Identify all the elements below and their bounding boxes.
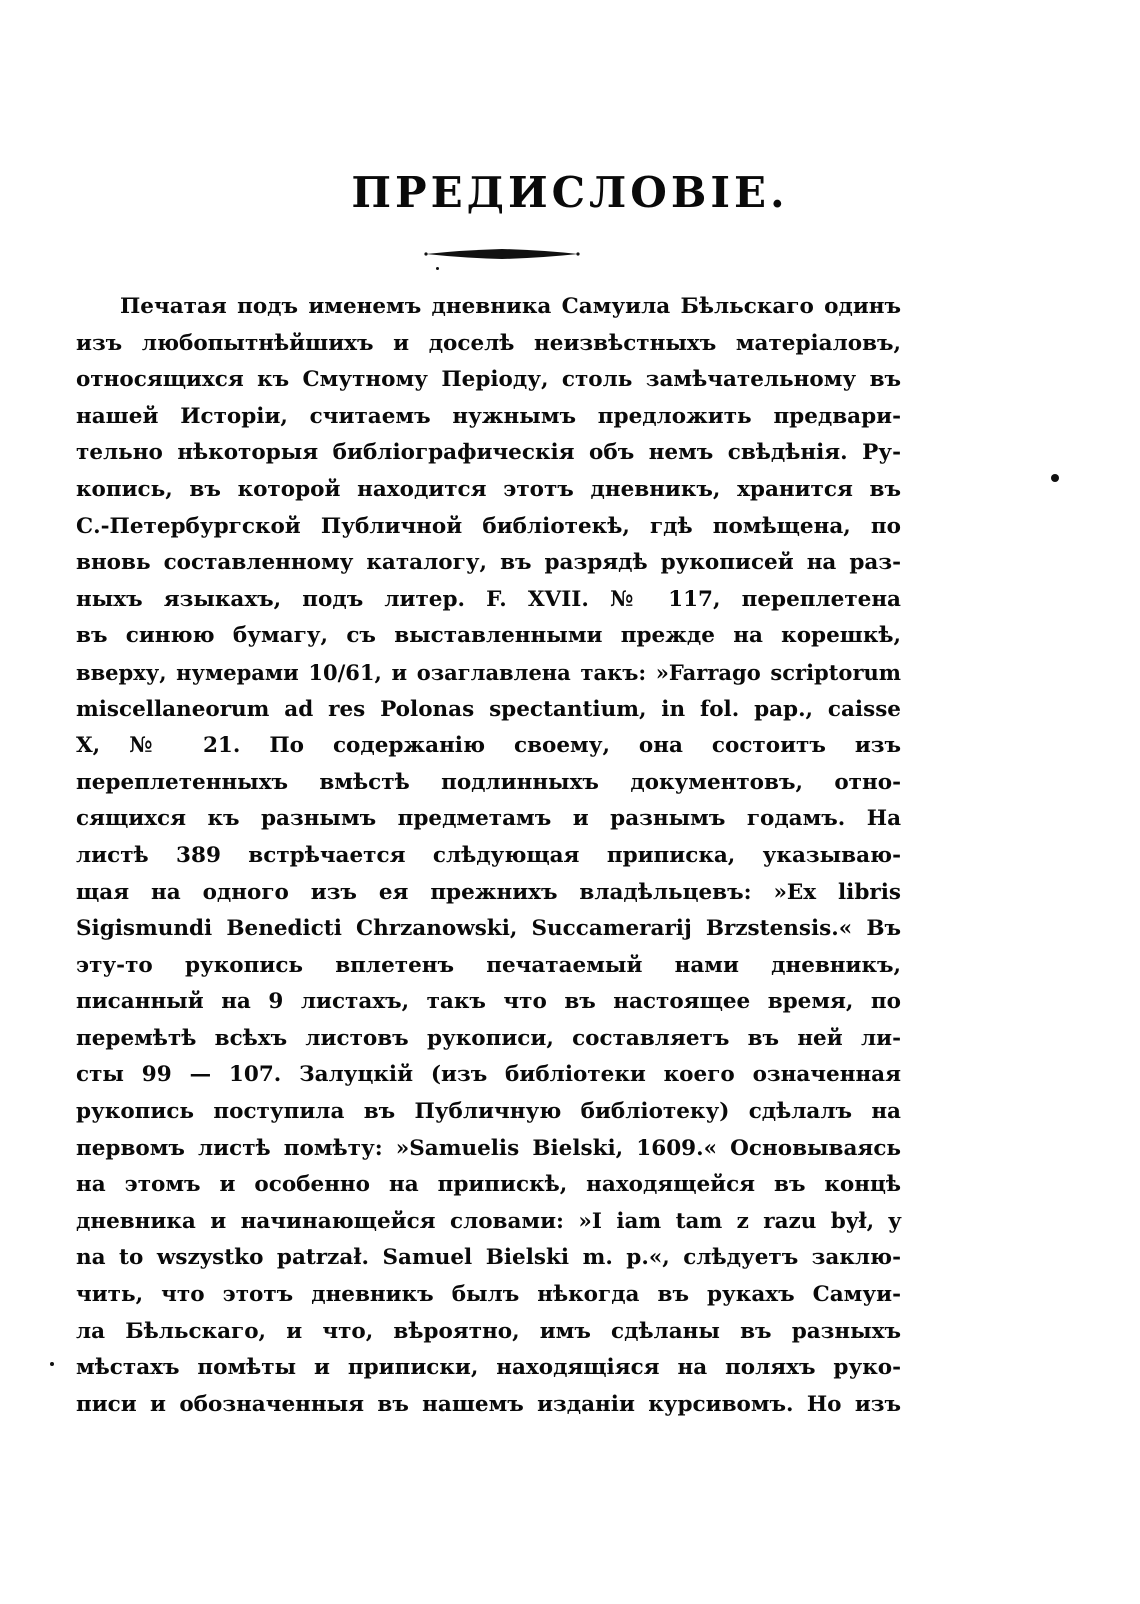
text-line: мѣстахъ помѣты и приписки, находящіяся на поляхъ руко- [76,1355,901,1381]
text-line: относящихся къ Смутному Періоду, столь замѣчательному въ [76,367,901,393]
text-line: вновь составленному каталогу, въ разрядѣ рукописей на раз- [76,550,901,576]
text-line: дневника и начинающейся словами: »I iam tam z razu był, y [76,1208,901,1234]
page-title: ПРЕДИСЛОВІЕ. [351,168,789,217]
text-line: Sigismundi Benedicti Chrzanowski, Succamerarij Brzstensis.« Въ [76,916,901,942]
text-line: тельно нѣкоторыя библіографическія объ немъ свѣдѣнія. Ру- [76,440,901,466]
text-line: переплетенныхъ вмѣстѣ подлинныхъ документовъ, отно- [76,769,901,795]
ink-speck [1051,474,1059,482]
text-line: на этомъ и особенно на припискѣ, находящейся въ концѣ [76,1172,901,1198]
text-line: С.-Петербургской Публичной библіотекѣ, гдѣ помѣщена, по [76,513,901,539]
text-line: чить, что этотъ дневникъ былъ нѣкогда въ рукахъ Самуи- [76,1282,901,1308]
text-line: щая на одного изъ ея прежнихъ владѣльцевъ: »Ex libris [76,879,901,905]
text-line: копись, въ которой находится этотъ дневникъ, хранится въ [76,476,901,502]
text-line: сящихся къ разнымъ предметамъ и разнымъ годамъ. На [76,806,901,832]
text-line: Печатая подъ именемъ дневника Самуила Бѣльскаго одинъ [120,294,901,319]
text-line: первомъ листѣ помѣту: »Samuelis Bielski, 1609.« Основываясь [76,1135,901,1161]
text-line: na to wszystko patrzał. Samuel Bielski m. p.«, слѣдуетъ заклю- [76,1245,901,1271]
text-line: miscellaneorum ad res Polonas spectantium, in fol. pap., caisse [76,696,901,722]
text-line: нашей Исторіи, считаемъ нужнымъ предложить предвари- [76,403,901,429]
ink-speck [50,1362,54,1366]
text-line: рукопись поступила въ Публичную библіотеку) сдѣлалъ на [76,1099,901,1125]
text-line: ла Бѣльскаго, и что, вѣроятно, имъ сдѣланы въ разныхъ [76,1318,901,1344]
text-line: вверху, нумерами 10/61, и озаглавлена такъ: »Farrago scriptorum [76,659,901,685]
text-line: сты 99 — 107. Залуцкій (изъ библіотеки коего означенная [76,1062,901,1088]
text-line: въ синюю бумагу, съ выставленными прежде на корешкѣ, [76,623,901,649]
preface-paragraph [76,289,901,1423]
ink-speck [436,267,439,270]
text-line: писи и обозначенныя въ нашемъ изданіи курсивомъ. Но изъ [76,1391,901,1417]
text-line: листѣ 389 встрѣчается слѣдующая приписка, указываю- [76,842,901,868]
text-line: X, № 21. По содержанію своему, она состоитъ изъ [76,733,901,759]
ornament-divider [424,246,580,262]
text-line: перемѣтѣ всѣхъ листовъ рукописи, составляетъ въ ней ли- [76,1025,901,1051]
text-line: изъ любопытнѣйшихъ и доселѣ неизвѣстныхъ матеріаловъ, [76,330,901,356]
text-line: писанный на 9 листахъ, такъ что въ настоящее время, по [76,989,901,1015]
text-line: ныхъ языкахъ, подъ литер. F. XVII. № 117, переплетена [76,586,901,612]
text-line: эту-то рукопись вплетенъ печатаемый нами дневникъ, [76,952,901,978]
